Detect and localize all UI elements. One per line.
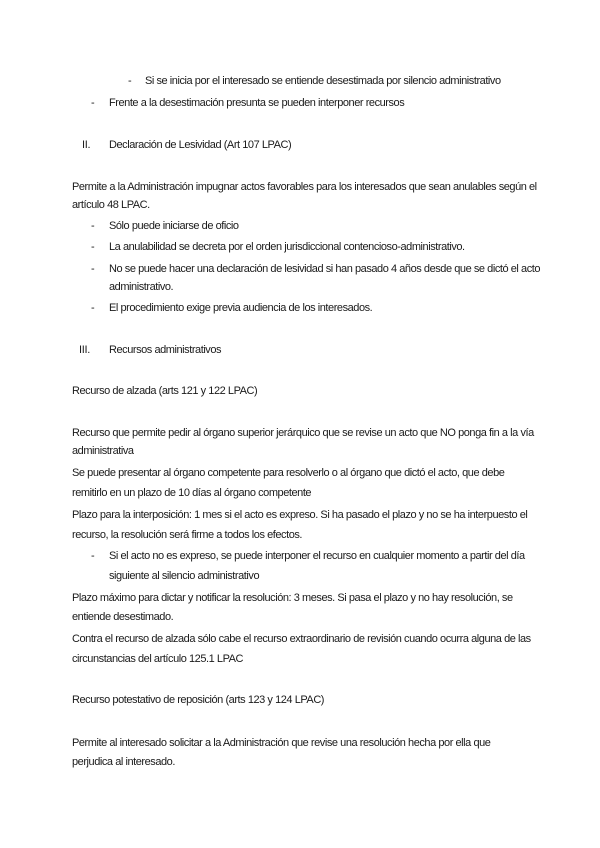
nested-bullet-dash: -	[128, 75, 132, 87]
bullet-dash: -	[91, 97, 95, 109]
paragraph-line: Permite a la Administración impugnar actos favorables para los interesados que sean anulables según el	[72, 181, 537, 193]
paragraph-line: entiende desestimado.	[72, 611, 174, 623]
list-item-continuation: administrativo.	[109, 281, 174, 293]
paragraph-line: Permite al interesado solicitar a la Administración que revise una resolución hecha por ella que	[72, 737, 491, 749]
paragraph-line: administrativa	[72, 445, 134, 457]
list-item: El procedimiento exige previa audiencia de los interesados.	[109, 302, 373, 314]
paragraph-line: Se puede presentar al órgano competente para resolverlo o al órgano que dictó el acto, que debe	[72, 467, 505, 479]
list-item: Si el acto no es expreso, se puede interponer el recurso en cualquier momento a partir del día	[109, 550, 525, 562]
list-item: La anulabilidad se decreta por el orden jurisdiccional contencioso-administrativo.	[109, 241, 465, 253]
paragraph-line: artículo 48 LPAC.	[72, 199, 150, 211]
nested-list-item: Si se inicia por el interesado se entiende desestimada por silencio administrativo	[145, 75, 501, 87]
paragraph-line: recurso, la resolución será firme a todos los efectos.	[72, 529, 303, 541]
list-item: No se puede hacer una declaración de lesividad si han pasado 4 años desde que se dictó el acto	[109, 263, 541, 275]
bullet-dash: -	[91, 263, 95, 275]
section-numeral: II.	[82, 139, 91, 151]
paragraph-line: circunstancias del artículo 125.1 LPAC	[72, 653, 244, 665]
list-item: Frente a la desestimación presunta se pueden interponer recursos	[109, 97, 405, 109]
list-item-continuation: siguiente al silencio administrativo	[109, 570, 260, 582]
paragraph-line: Plazo para la interposición: 1 mes si el acto es expreso. Si ha pasado el plazo y no se ha interpuesto el	[72, 509, 528, 521]
subsection-title: Recurso potestativo de reposición (arts 123 y 124 LPAC)	[72, 694, 325, 706]
subsection-title: Recurso de alzada (arts 121 y 122 LPAC)	[72, 385, 258, 397]
list-item: Sólo puede iniciarse de oficio	[109, 220, 239, 232]
section-numeral: III.	[79, 344, 91, 356]
section-heading: Recursos administrativos	[109, 344, 222, 356]
section-heading: Declaración de Lesividad (Art 107 LPAC)	[109, 139, 292, 151]
paragraph-line: perjudica al interesado.	[72, 756, 175, 768]
paragraph-line: remitirlo en un plazo de 10 días al órgano competente	[72, 487, 312, 499]
paragraph-line: Recurso que permite pedir al órgano superior jerárquico que se revise un acto que NO ponga fin a la vía	[72, 427, 534, 439]
paragraph-line: Contra el recurso de alzada sólo cabe el recurso extraordinario de revisión cuando ocurra alguna de las	[72, 633, 531, 645]
bullet-dash: -	[91, 302, 95, 314]
bullet-dash: -	[91, 241, 95, 253]
bullet-dash: -	[91, 550, 95, 562]
paragraph-line: Plazo máximo para dictar y notificar la resolución: 3 meses. Si pasa el plazo y no hay resolución, se	[72, 592, 513, 604]
bullet-dash: -	[91, 220, 95, 232]
